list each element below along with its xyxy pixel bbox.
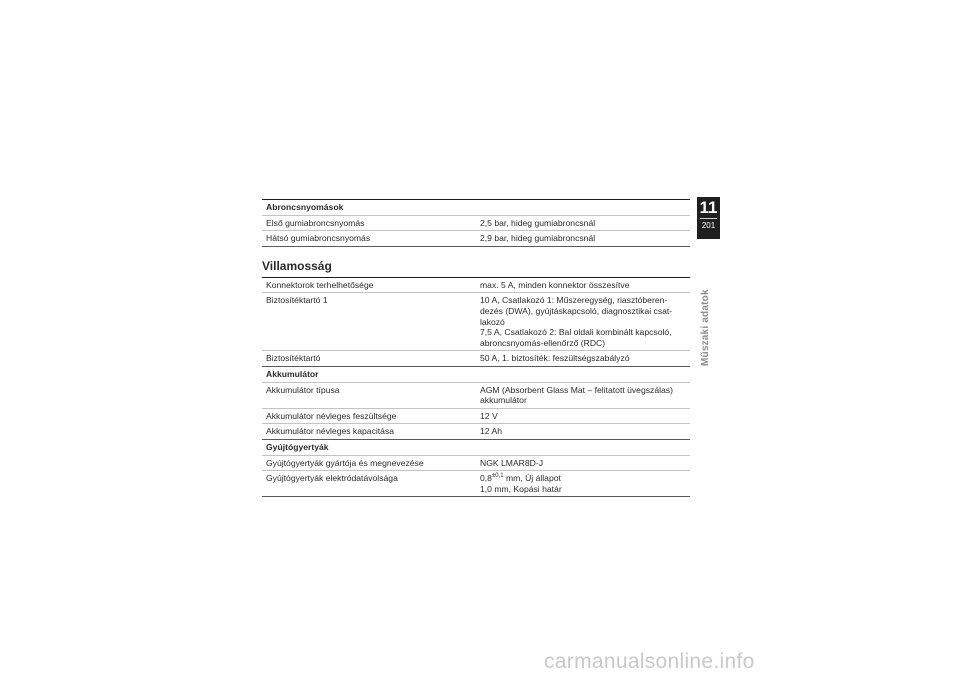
watermark-footer: carmanualsonline.info	[544, 650, 755, 673]
row-key: Hátsó gumiabroncsnyomás	[266, 233, 371, 244]
chapter-side-label: Műszaki adatok	[700, 289, 711, 366]
chapter-number: 11	[699, 198, 718, 217]
table-row	[262, 293, 690, 351]
table-row	[262, 409, 690, 425]
row-value: 2,9 bar, hideg gumiabroncsnál	[480, 233, 596, 244]
tire-pressure-heading: Abroncsnyomások	[262, 200, 690, 216]
battery-heading: Akkumulátor	[262, 367, 690, 383]
row-value: 12 V	[480, 410, 498, 421]
row-value: max. 5 A, minden konnektor összesítve	[480, 279, 630, 290]
table-row	[262, 231, 690, 247]
table-row	[262, 216, 690, 232]
gap-value: 0,8	[480, 473, 492, 484]
gap-state: mm, Új állapot	[503, 473, 561, 484]
gap-limit: 1,0 mm, Kopási határ	[480, 483, 562, 494]
table-row	[262, 471, 690, 497]
row-key: Akkumulátor névleges kapacitása	[266, 426, 395, 437]
gap-tolerance: ±0,1	[491, 473, 504, 480]
table-row	[262, 456, 690, 472]
row-value: 10 A, Csatlakozó 1: Műszeregység, riasztóberen- dezés (DWA), gyújtáskapcsoló, diagnosztikai csat- lakozó 7,5 A, Csatlakozó 2: Bal oldali kombinált kapcsoló, abroncsnyomás-ellenőrző (RDC)	[480, 295, 673, 348]
row-value	[476, 471, 690, 496]
row-value: 2,5 bar, hideg gumiabroncsnál	[480, 217, 596, 228]
row-key: Biztosítéktartó 1	[266, 295, 328, 306]
row-key: Első gumiabroncsnyomás	[266, 217, 365, 228]
tab-divider	[700, 218, 717, 219]
row-key: Gyújtógyertyák gyártója és megnevezése	[266, 457, 424, 468]
table-row	[262, 424, 690, 440]
row-key: Akkumulátor névleges feszültsége	[266, 410, 397, 421]
chapter-tab	[697, 197, 720, 239]
electrical-title: Villamosság	[262, 258, 332, 273]
row-key: Gyújtógyertyák elektródatávolsága	[266, 473, 398, 484]
row-value: 50 A, 1. biztosíték: feszültségszabályzó	[480, 353, 630, 364]
row-value: AGM (Absorbent Glass Mat – felitatott üvegszálas) akkumulátor	[480, 384, 673, 406]
table-row	[262, 383, 690, 409]
row-value: NGK LMAR8D-J	[480, 457, 544, 468]
row-value: 12 Ah	[480, 426, 502, 437]
page-number: 201	[701, 221, 716, 230]
row-key: Biztosítéktartó	[266, 353, 321, 364]
table-row	[262, 278, 690, 294]
row-key: Akkumulátor típusa	[266, 384, 340, 395]
table-row	[262, 351, 690, 367]
spec-content	[262, 199, 690, 497]
sparkplug-heading: Gyújtógyertyák	[262, 440, 690, 456]
row-key: Konnektorok terhelhetősége	[266, 279, 374, 290]
